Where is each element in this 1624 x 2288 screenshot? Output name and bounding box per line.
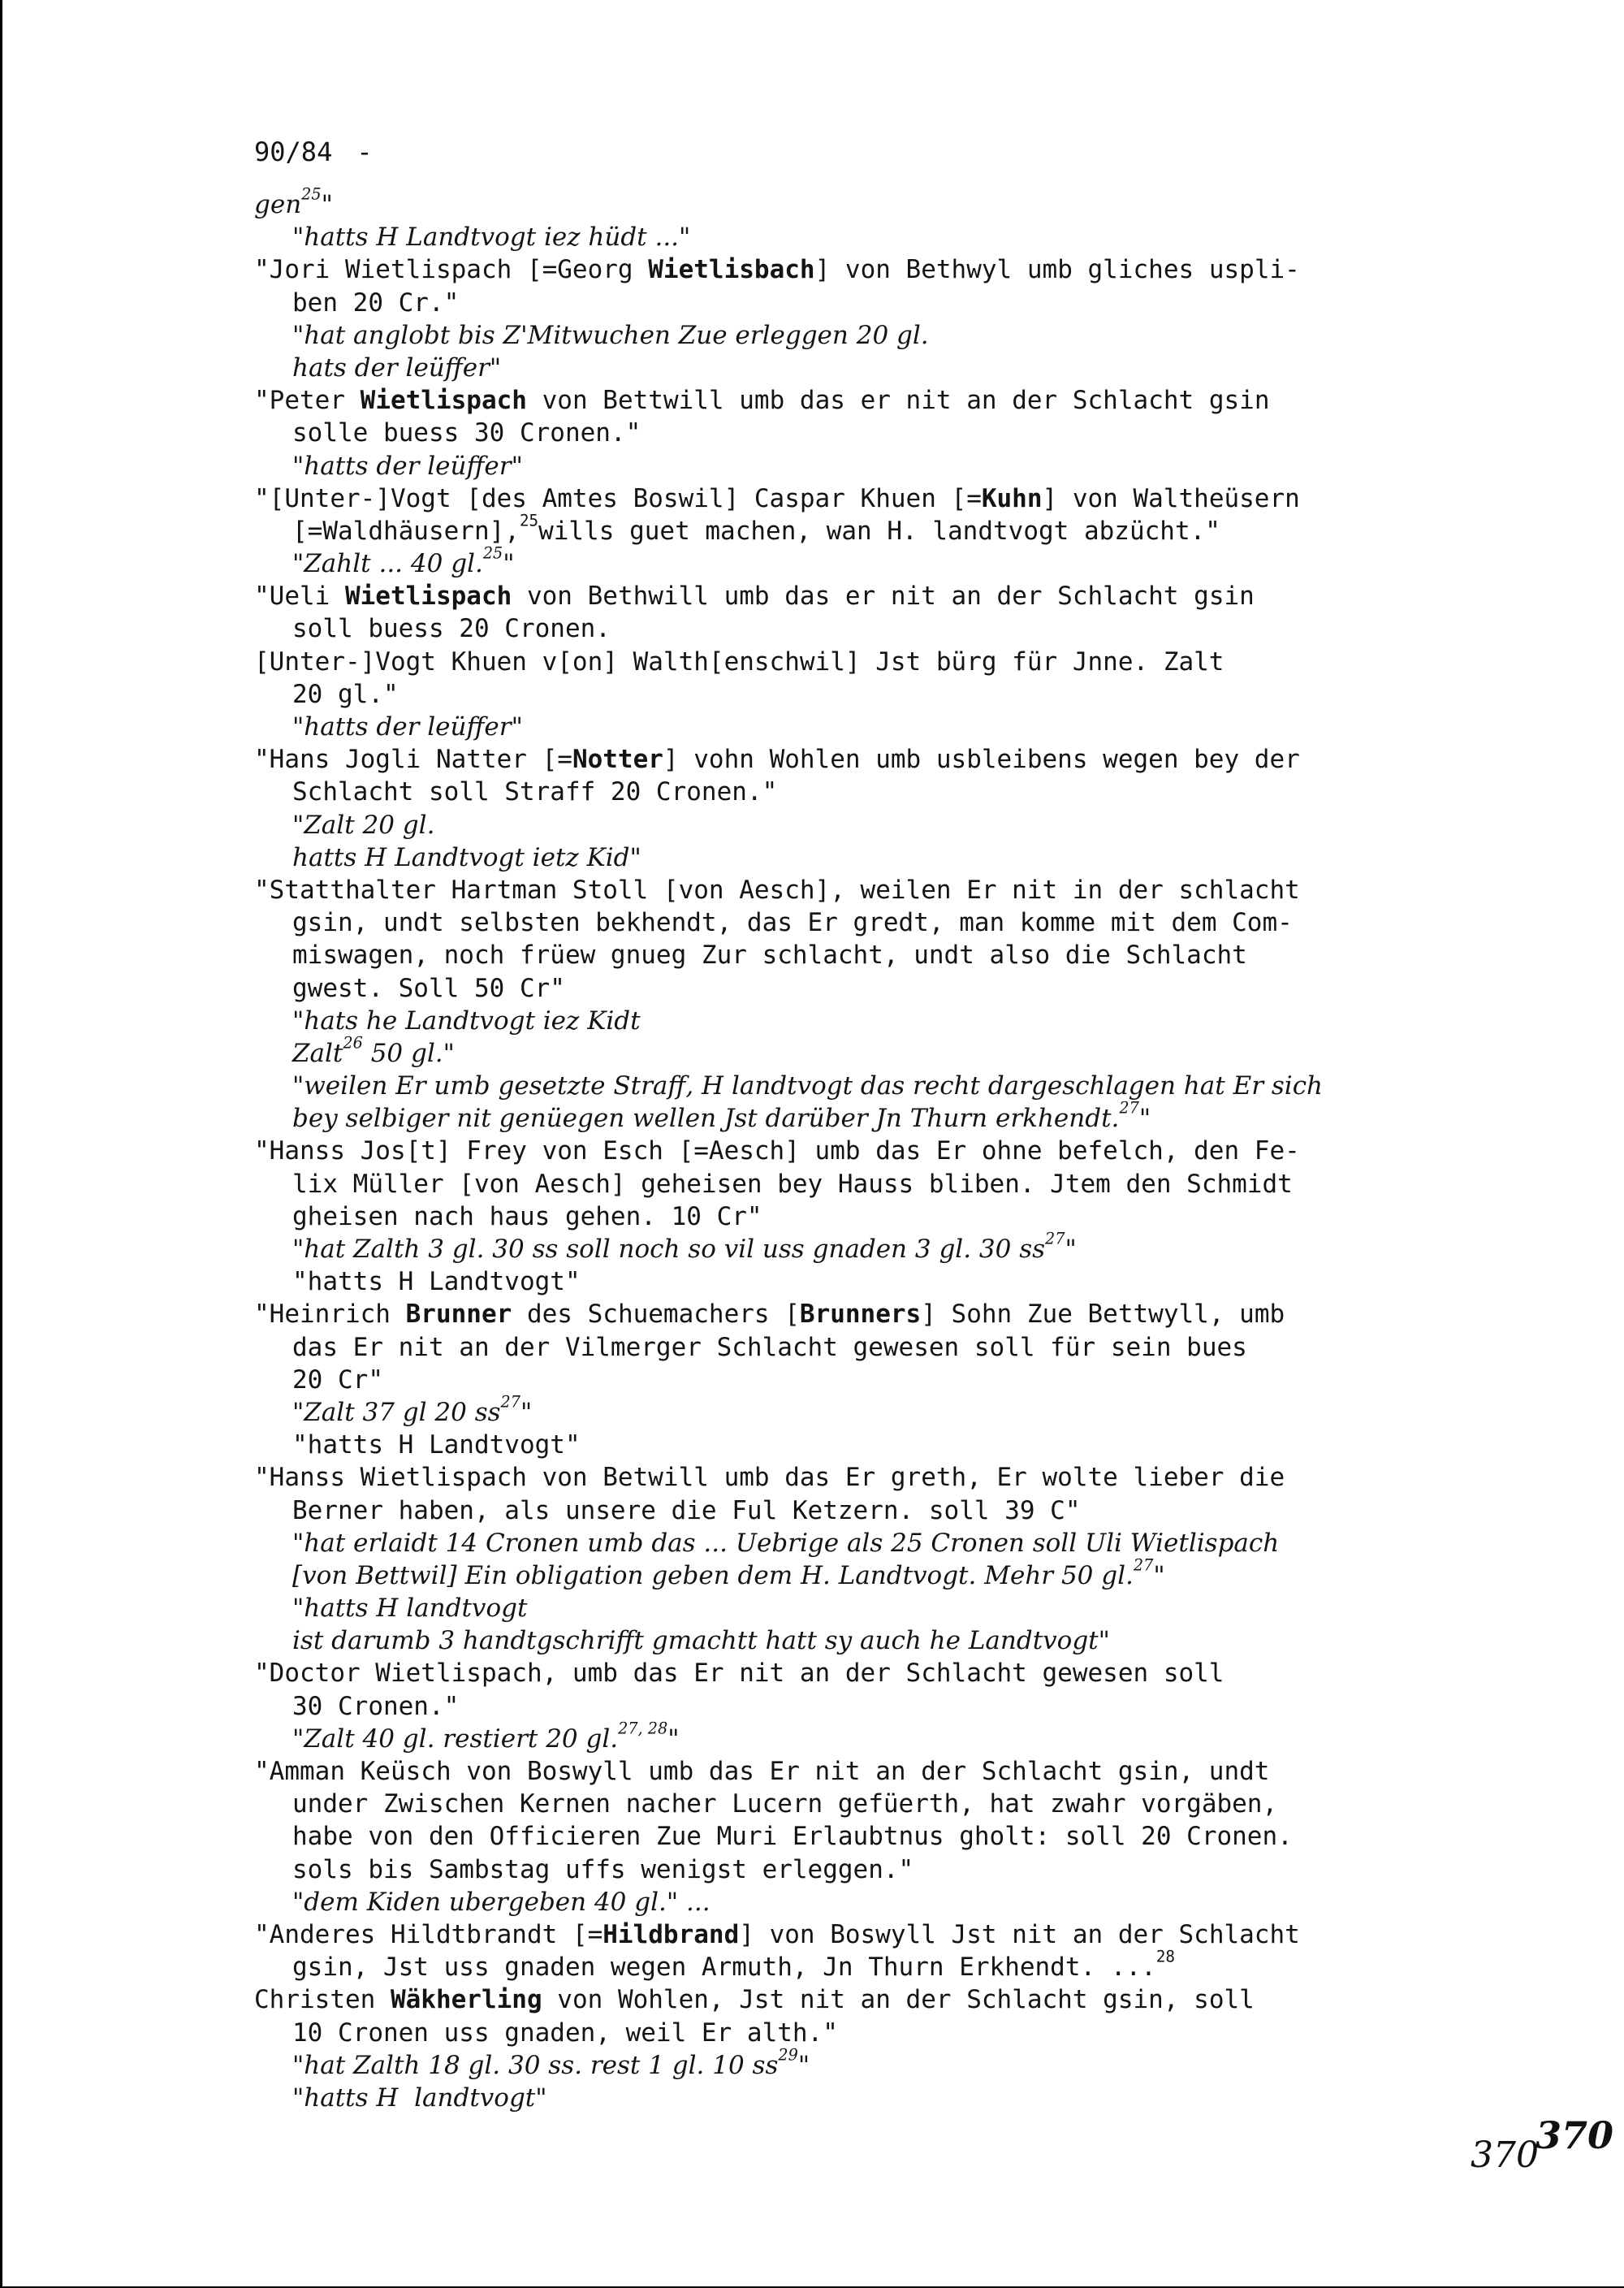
annotation-line xyxy=(254,1229,1505,1265)
annotation-line xyxy=(254,1555,1505,1592)
surname-bold: Brunners xyxy=(799,1300,922,1330)
line-text: Schlacht soll Straff 20 Cronen." xyxy=(292,777,778,807)
line-text: "dem Kiden ubergeben 40 gl." ... xyxy=(292,1887,710,1917)
record-line xyxy=(254,417,1505,449)
record-line xyxy=(254,1788,1505,1820)
record-line xyxy=(254,1364,1505,1396)
line-text: sols bis Sambstag uffs wenigst erleggen." xyxy=(292,1854,914,1884)
line-text: wills guet machen, wan H. landtvogt abzücht." xyxy=(538,516,1220,546)
annotation-line xyxy=(254,1098,1505,1135)
page-number-stamped: 370 xyxy=(1535,2113,1614,2157)
line-text: "hat Zalth 18 gl. 30 ss. rest 1 gl. 10 ss xyxy=(292,2050,779,2080)
line-text: "hatts der leüffer" xyxy=(292,451,523,481)
record-line xyxy=(254,972,1505,1005)
line-text: "Amman Keüsch von Boswyll umb das Er nit an der Schlacht gsin, undt xyxy=(254,1757,1270,1786)
line-text: solle buess 30 Cronen." xyxy=(292,418,641,448)
record-line xyxy=(254,580,1505,612)
annotation-line xyxy=(254,352,1505,384)
record-line xyxy=(254,511,1505,547)
line-text: [von Bettwil] Ein obligation geben dem H. Landtvogt. Mehr 50 gl. xyxy=(292,1560,1134,1590)
footnote-ref: 27 xyxy=(1119,1098,1139,1118)
record-line xyxy=(254,1983,1505,2016)
line-text: lix Müller [von Aesch] geheisen bey Hauss bliben. Jtem den Schmidt xyxy=(292,1169,1293,1199)
annotation-line xyxy=(254,1005,1505,1037)
record-line xyxy=(254,253,1505,286)
surname-bold: Wäkherling xyxy=(390,1985,542,2015)
line-text: " xyxy=(321,190,333,219)
record-line xyxy=(254,1461,1505,1494)
record-line xyxy=(254,646,1505,678)
line-text: des Schuemachers [ xyxy=(512,1300,800,1330)
line-text: " xyxy=(1138,1104,1151,1134)
line-text: 20 Cr" xyxy=(292,1365,383,1395)
record-line xyxy=(254,1494,1505,1527)
record-line xyxy=(254,1429,1505,1461)
record-line xyxy=(254,1690,1505,1723)
line-text: "Hanss Jos[t] Frey von Esch [=Aesch] umb das Er ohne befelch, den Fe- xyxy=(254,1136,1300,1166)
annotation-line xyxy=(254,841,1505,874)
record-line xyxy=(254,482,1505,515)
annotation-line xyxy=(254,1527,1505,1559)
line-text: "hats he Landtvogt iez Kidt xyxy=(292,1006,641,1036)
line-text: soll buess 20 Cronen. xyxy=(292,614,611,644)
line-text: " xyxy=(1153,1560,1165,1590)
surname-bold: Wietlispach xyxy=(360,386,527,416)
surname-bold: Hildbrand xyxy=(603,1919,740,1949)
line-text: ist darumb 3 handtgschrifft gmachtt hatt sy auch he Landtvogt" xyxy=(292,1626,1110,1656)
line-text: [=Waldhäusern], xyxy=(292,516,520,546)
record-line xyxy=(254,1755,1505,1788)
line-text: "Hans Jogli Natter [= xyxy=(254,745,572,775)
line-text: hatts H Landtvogt ietz Kid" xyxy=(292,842,641,872)
line-text: "hatts H landtvogt xyxy=(292,1594,528,1624)
record-line xyxy=(254,1820,1505,1853)
annotation-line xyxy=(254,1033,1505,1070)
line-text: "[Unter-]Vogt [des Amtes Boswil] Caspar Khuen [= xyxy=(254,483,982,513)
line-text: miswagen, noch früew gnueg Zur schlacht, undt also die Schlacht xyxy=(292,941,1247,971)
record-line xyxy=(254,874,1505,906)
line-text: ben 20 Cr." xyxy=(292,288,460,318)
line-text: 20 gl." xyxy=(292,679,399,709)
record-line xyxy=(254,1331,1505,1364)
footnote-ref: 29 xyxy=(778,2045,798,2065)
footnote-ref: 27 xyxy=(500,1392,520,1412)
line-text: gsin, undt selbsten bekhendt, das Er gredt, man komme mit dem Com- xyxy=(292,908,1293,938)
line-text: under Zwischen Kernen nacher Lucern gefüerth, hat zwahr vorgäben, xyxy=(292,1789,1278,1819)
line-text: "weilen Er umb gesetzte Straff, H landtvogt das recht dargeschlagen hat Er sich xyxy=(292,1071,1324,1101)
footnote-ref: 26 xyxy=(343,1033,363,1053)
line-text: "hat anglobt bis Z'Mitwuchen Zue erleggen 20 gl. xyxy=(292,320,929,350)
page-number-handwritten: 370 xyxy=(1471,2134,1539,2176)
record-line xyxy=(254,1168,1505,1200)
annotation-line xyxy=(254,809,1505,841)
line-text: hats der leüffer" xyxy=(292,352,502,383)
line-text: "Zalt 40 gl. restiert 20 gl. xyxy=(292,1724,619,1754)
line-text: "hatts H landtvogt" xyxy=(292,2083,547,2113)
line-text: [Unter-]Vogt Khuen v[on] Walth[enschwil] Jst bürg für Jnne. Zalt xyxy=(254,647,1224,677)
line-text: " xyxy=(1065,1235,1077,1264)
annotation-line xyxy=(254,184,1505,221)
line-text: "hatts H Landtvogt" xyxy=(292,1267,581,1297)
record-line xyxy=(254,939,1505,971)
footnote-ref: 28 xyxy=(1155,1947,1175,1966)
annotation-line xyxy=(254,221,1505,253)
line-text: gwest. Soll 50 Cr" xyxy=(292,973,565,1003)
surname-bold: Notter xyxy=(572,745,663,775)
line-text: "Zalt 37 gl 20 ss xyxy=(292,1397,501,1427)
line-text: "hat Zalth 3 gl. 30 ss soll noch so vil uss gnaden 3 gl. 30 ss xyxy=(292,1235,1046,1264)
line-text: " xyxy=(520,1397,533,1427)
annotation-line xyxy=(254,1886,1505,1918)
line-text: "Heinrich xyxy=(254,1300,406,1330)
annotation-line xyxy=(254,543,1505,580)
line-text: "Doctor Wietlispach, umb das Er nit an der Schlacht gewesen soll xyxy=(254,1659,1224,1689)
line-text: " xyxy=(667,1724,680,1754)
line-text: "Jori Wietlispach [=Georg xyxy=(254,255,649,285)
record-line xyxy=(254,1298,1505,1330)
line-text: "Ueli xyxy=(254,582,345,612)
record-line xyxy=(254,906,1505,939)
annotation-line xyxy=(254,1592,1505,1624)
line-text: "hatts der leüffer" xyxy=(292,712,523,742)
line-text: ] Sohn Zue Bettwyll, umb xyxy=(921,1300,1285,1330)
surname-bold: Wietlispach xyxy=(344,582,512,612)
line-text: "Zahlt ... 40 gl. xyxy=(292,549,483,579)
line-text: 30 Cronen." xyxy=(292,1691,460,1721)
record-line xyxy=(254,384,1505,417)
line-text: "Anderes Hildtbrandt [= xyxy=(254,1919,603,1949)
line-text: ] von Boswyll Jst nit an der Schlacht xyxy=(739,1919,1300,1949)
line-text: ] von Bethwyl umb gliches uspli- xyxy=(814,255,1300,285)
page-ref-number: 90/84 xyxy=(254,136,333,167)
line-text: Zalt xyxy=(292,1038,343,1068)
line-text: ] von Waltheüsern xyxy=(1042,483,1300,513)
line-text: von Bethwill umb das er nit an der Schlacht gsin xyxy=(512,582,1255,612)
record-line xyxy=(254,287,1505,319)
annotation-line xyxy=(254,1070,1505,1102)
record-line xyxy=(254,1265,1505,1298)
record-line xyxy=(254,1853,1505,1886)
surname-bold: Brunner xyxy=(405,1300,512,1330)
line-text: Christen xyxy=(254,1985,391,2015)
footnote-ref: 25 xyxy=(301,184,322,204)
line-text: gen xyxy=(254,190,302,219)
record-line xyxy=(254,743,1505,776)
record-line xyxy=(254,612,1505,645)
line-text: gsin, Jst uss gnaden wegen Armuth, Jn Thurn Erkhendt. ... xyxy=(292,1953,1156,1983)
line-text: "Statthalter Hartman Stoll [von Aesch], weilen Er nit in der schlacht xyxy=(254,875,1300,905)
line-text: Berner haben, als unsere die Ful Ketzern. soll 39 C" xyxy=(292,1495,1081,1525)
record-line xyxy=(254,2017,1505,2049)
annotation-line xyxy=(254,450,1505,482)
line-text: 10 Cronen uss gnaden, weil Er alth." xyxy=(292,2018,838,2048)
record-line xyxy=(254,678,1505,711)
record-line xyxy=(254,1135,1505,1167)
page-reference xyxy=(254,136,373,167)
line-text: ] vohn Wohlen umb usbleibens wegen bey der xyxy=(663,745,1300,775)
footnote-ref: 27 xyxy=(1133,1555,1154,1575)
footnote-ref: 25 xyxy=(519,511,539,530)
line-text: gheisen nach haus gehen. 10 Cr" xyxy=(292,1201,762,1231)
record-line xyxy=(254,1657,1505,1689)
footnote-ref: 27, 28 xyxy=(618,1719,668,1738)
annotation-line xyxy=(254,2045,1505,2082)
annotation-line xyxy=(254,2082,1505,2114)
line-text: " xyxy=(797,2050,810,2080)
annotation-line xyxy=(254,1392,1505,1429)
annotation-line xyxy=(254,1719,1505,1755)
footnote-ref: 25 xyxy=(482,543,503,563)
record-line xyxy=(254,1947,1505,1983)
surname-bold: Wietlisbach xyxy=(648,255,815,285)
record-line xyxy=(254,776,1505,808)
line-text: "hatts H Landtvogt iez hüdt ..." xyxy=(292,223,691,253)
record-line xyxy=(254,1200,1505,1233)
page-number-stamp xyxy=(1471,2113,1614,2191)
annotation-line xyxy=(254,319,1505,352)
record-line xyxy=(254,1918,1505,1951)
line-text: habe von den Officieren Zue Muri Erlaubtnus gholt: soll 20 Cronen. xyxy=(292,1822,1293,1852)
footnote-ref: 27 xyxy=(1045,1229,1065,1248)
line-text: bey selbiger nit genüegen wellen Jst darüber Jn Thurn erkhendt. xyxy=(292,1104,1120,1134)
line-text: "hatts H Landtvogt" xyxy=(292,1430,581,1460)
surname-bold: Kuhn xyxy=(981,483,1043,513)
page-ref-mark: - xyxy=(356,136,373,167)
line-text: "Hanss Wietlispach von Betwill umb das Er greth, Er wolte lieber die xyxy=(254,1463,1285,1493)
annotation-line xyxy=(254,711,1505,743)
line-text: "hat erlaidt 14 Cronen umb das ... Uebrige als 25 Cronen soll Uli Wietlispach xyxy=(292,1528,1280,1558)
annotation-line xyxy=(254,1624,1505,1657)
line-text: " xyxy=(503,549,515,579)
line-text: "Zalt 20 gl. xyxy=(292,810,435,840)
line-text: 50 gl." xyxy=(362,1038,455,1068)
line-text: "Peter xyxy=(254,386,361,416)
line-text: von Wohlen, Jst nit an der Schlacht gsin, soll xyxy=(542,1985,1255,2015)
transcription-body xyxy=(254,184,1505,2114)
line-text: von Bettwill umb das er nit an der Schlacht gsin xyxy=(526,386,1270,416)
line-text: das Er nit an der Vilmerger Schlacht gewesen soll für sein bues xyxy=(292,1332,1247,1362)
